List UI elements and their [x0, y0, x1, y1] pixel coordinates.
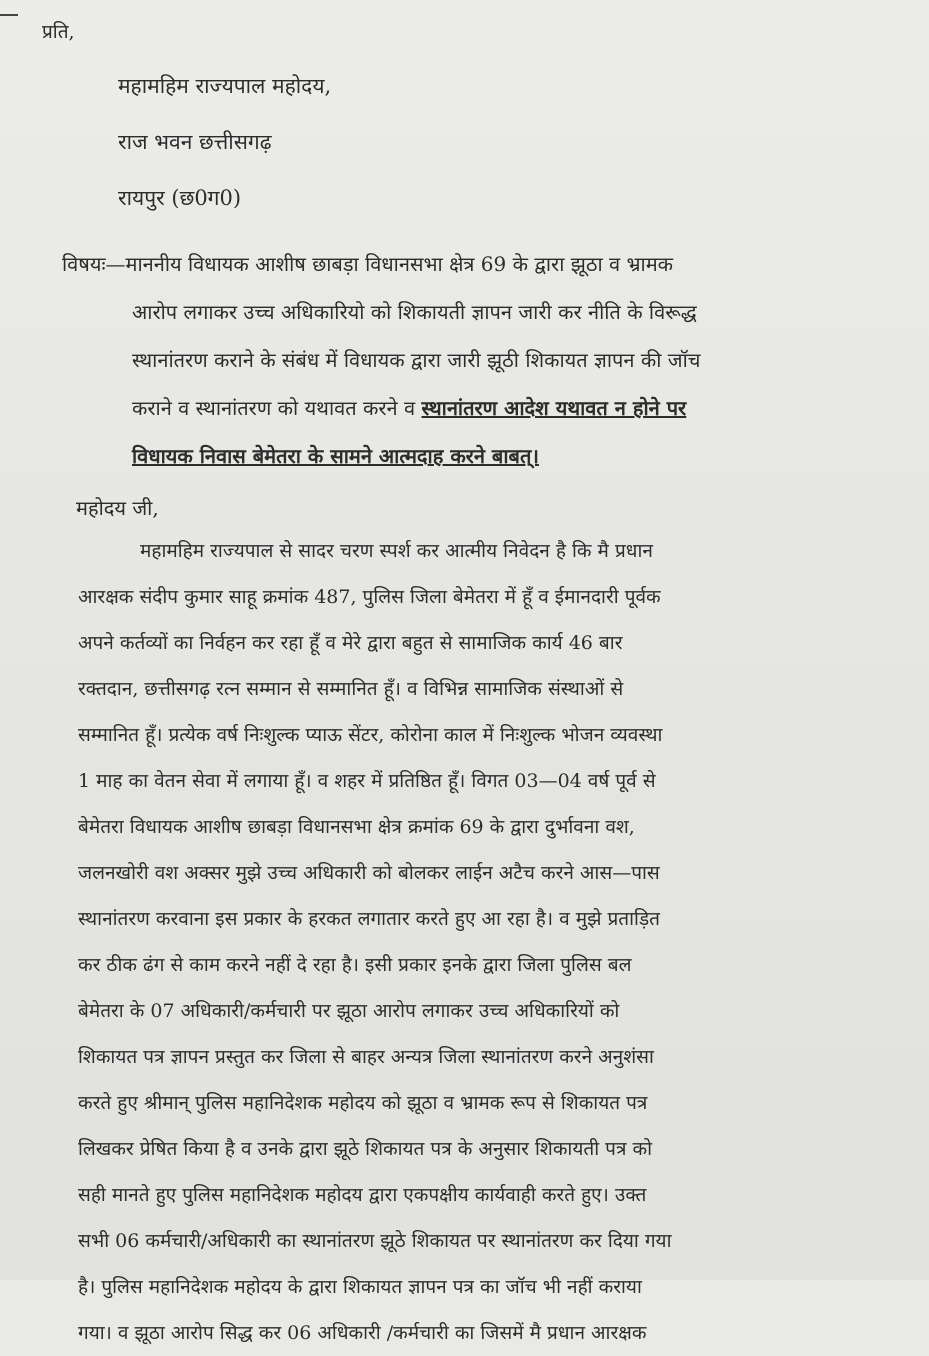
body-line: शिकायत पत्र ज्ञापन प्रस्तुत कर जिला से बाहर अन्यत्र जिला स्थानांतरण करने अनुशंसा	[78, 1046, 654, 1068]
salutation: महोदय जी,	[76, 496, 159, 520]
body-line: सही मानते हुए पुलिस महानिदेशक महोदय द्वारा एकपक्षीय कार्यवाही करते हुए। उक्त	[78, 1184, 647, 1206]
subject-line: आरोप लगाकर उच्च अधिकारियो को शिकायती ज्ञापन जारी कर नीति के विरूद्ध	[132, 300, 697, 324]
underlined-subject-text: स्थानांतरण आदेश यथावत न होने पर	[421, 396, 687, 420]
body-line: अपने कर्तव्यों का निर्वहन कर रहा हूँ व मेरे द्वारा बहुत से सामाजिक कार्य 46 बार	[78, 632, 623, 654]
subject-line	[62, 384, 912, 432]
subject-line: स्थानांतरण कराने के संबंध में विधायक द्वारा जारी झूठी शिकायत ज्ञापन की जॉच	[132, 348, 701, 372]
body-line: कर ठीक ढंग से काम करने नहीं दे रहा है। इसी प्रकार इनके द्वारा जिला पुलिस बल	[78, 954, 632, 976]
recipient-prefix: प्रति,	[42, 21, 75, 43]
subject-line-text: कराने व स्थानांतरण को यथावत करने व	[132, 396, 422, 420]
body-line: रक्तदान, छत्तीसगढ़ रत्न सम्मान से सम्मानित हूँ। व विभिन्न सामाजिक संस्थाओं से	[78, 678, 624, 700]
body-line: बेमेतरा के 07 अधिकारी/कर्मचारी पर झूठा आरोप लगाकर उच्च अधिकारियों को	[78, 1000, 620, 1022]
body-line: 1 माह का वेतन सेवा में लगाया हूँ। व शहर में प्रतिष्ठित हूँ। विगत 03—04 वर्ष पूर्व से	[78, 770, 656, 792]
body-line: है। पुलिस महानिदेशक महोदय के द्वारा शिकायत ज्ञापन पत्र का जॉच भी नहीं कराया	[78, 1276, 642, 1298]
body-line: सम्मानित हूँ। प्रत्येक वर्ष निःशुल्क प्याऊ सेंटर, कोरोना काल में निःशुल्क भोजन व्यवस्था	[78, 724, 663, 746]
address-line: राज भवन छत्तीसगढ़	[118, 130, 272, 154]
body-line: करते हुए श्रीमान् पुलिस महानिदेशक महोदय को झूठा व भ्रामक रूप से शिकायत पत्र	[78, 1092, 648, 1114]
subject-line: विषयः—माननीय विधायक आशीष छाबड़ा विधानसभा क्षेत्र 69 के द्वारा झूठा व भ्रामक	[62, 252, 674, 276]
subject-line	[62, 432, 912, 480]
subject-block	[62, 240, 912, 480]
body-line: गया। व झूठा आरोप सिद्ध कर 06 अधिकारी /कर्मचारी का जिसमें मै प्रधान आरक्षक	[78, 1322, 647, 1344]
letter-body	[78, 528, 908, 1356]
body-line: महामहिम राज्यपाल से सादर चरण स्पर्श कर आत्मीय निवेदन है कि मै प्रधान	[140, 540, 653, 562]
body-line: सभी 06 कर्मचारी/अधिकारी का स्थानांतरण झूठे शिकायत पर स्थानांतरण कर दिया गया	[78, 1230, 672, 1252]
underlined-subject-text: विधायक निवास बेमेतरा के सामने आत्मदाह करने बाबत्।	[132, 444, 539, 468]
body-line: जलनखोरी वश अक्सर मुझे उच्च अधिकारी को बोलकर लाईन अटैच करने आस—पास	[78, 862, 660, 884]
corner-mark	[0, 14, 18, 16]
address-line: महामहिम राज्यपाल महोदय,	[118, 74, 332, 98]
address-line: रायपुर (छ0ग0)	[118, 186, 242, 210]
body-line: लिखकर प्रेषित किया है व उनके द्वारा झूठे शिकायत पत्र के अनुसार शिकायती पत्र को	[78, 1138, 652, 1160]
recipient-address	[118, 58, 331, 226]
body-line: आरक्षक संदीप कुमार साहू क्रमांक 487, पुलिस जिला बेमेतरा में हूँ व ईमानदारी पूर्वक	[78, 586, 661, 608]
body-line: स्थानांतरण करवाना इस प्रकार के हरकत लगातार करते हुए आ रहा है। व मुझे प्रताड़ित	[78, 908, 660, 930]
body-line: बेमेतरा विधायक आशीष छाबड़ा विधानसभा क्षेत्र क्रमांक 69 के द्वारा दुर्भावना वश,	[78, 816, 635, 838]
